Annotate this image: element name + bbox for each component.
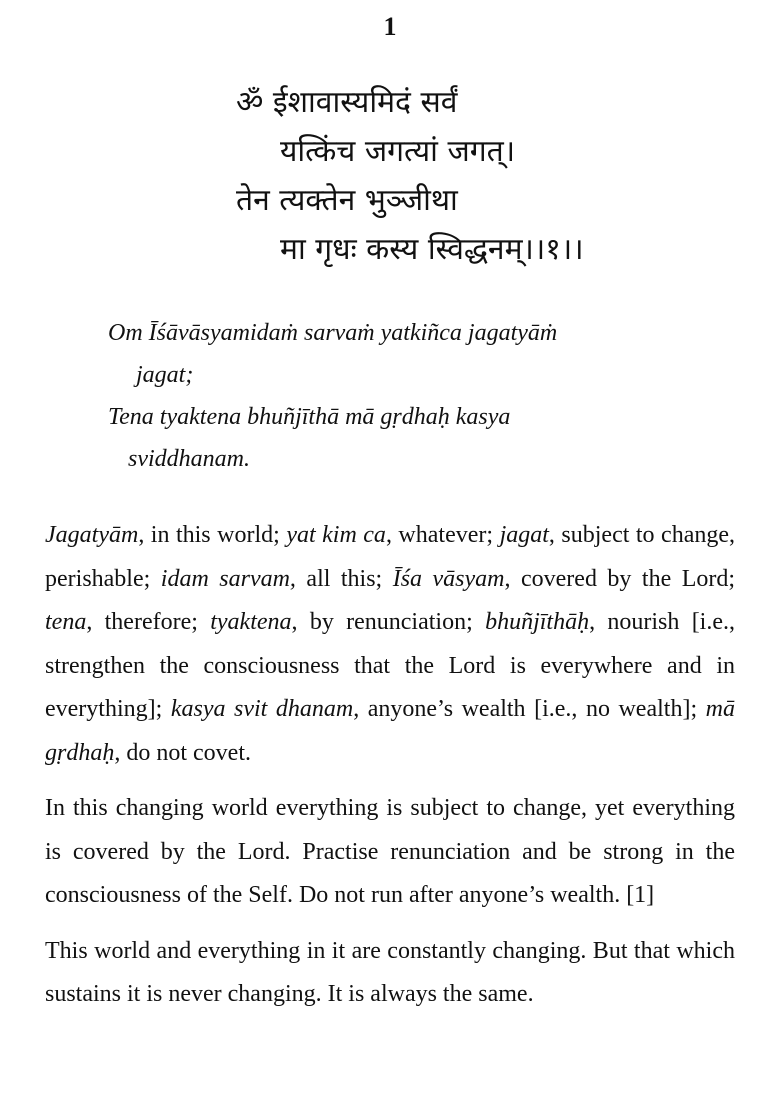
text-segment: , anyone’s wealth [i.e., no wealth]; bbox=[353, 696, 706, 722]
text-segment: , subject to change, perishable; bbox=[45, 522, 736, 592]
translit-line: sviddhanam. bbox=[128, 446, 250, 472]
text-segment: , therefore; bbox=[86, 609, 211, 635]
sanskrit-term: mā gṛdhaḥ bbox=[45, 696, 735, 766]
sanskrit-term: yat kim ca bbox=[286, 522, 386, 548]
verse-line: तेन त्यक्तेन भुञ्जीथा bbox=[236, 183, 458, 218]
text-segment: This world and everything in it are constantly changing. But that which sustains it is never changing. It is always the same. bbox=[45, 937, 735, 1007]
verse-line: मा गृधः कस्य स्विद्धनम्।।१।। bbox=[280, 232, 584, 267]
sanskrit-term: Īśa vāsyam bbox=[392, 565, 505, 592]
text-segment: , covered by the Lord; bbox=[504, 565, 736, 592]
explanation-paragraph bbox=[45, 930, 735, 1017]
sanskrit-term: tena bbox=[45, 609, 87, 635]
text-segment: , by renunciation; bbox=[291, 609, 486, 635]
sanskrit-term: jagat bbox=[499, 522, 549, 548]
text-segment: , whatever; bbox=[385, 522, 500, 548]
sanskrit-verse bbox=[236, 78, 584, 274]
sanskrit-term: Jagatyām bbox=[45, 522, 139, 548]
text-segment: , nourish [i.e., strengthen the consciousness that the Lord is everywhere and in everything]; bbox=[45, 609, 736, 722]
text-segment: , in this world; bbox=[138, 522, 287, 548]
commentary-body bbox=[45, 514, 735, 1029]
translit-line: Om Īśāvāsyamidaṁ sarvaṁ yatkiñca jagatyāṁ bbox=[108, 320, 558, 346]
word-meanings-paragraph bbox=[45, 514, 735, 775]
sanskrit-term: tyaktena bbox=[210, 609, 292, 635]
page-number: 1 bbox=[383, 12, 397, 41]
text-segment: all this; bbox=[295, 565, 393, 592]
translit-line: jagat; bbox=[136, 362, 194, 388]
translation-paragraph bbox=[45, 787, 735, 918]
transliteration bbox=[108, 312, 688, 480]
sanskrit-term: bhuñjīthāḥ bbox=[485, 609, 590, 635]
verse-line: ॐ ईशावास्यमिदं सर्वं bbox=[236, 85, 458, 120]
text-segment: In this changing world everything is subject to change, yet everything is covered by the Lord. Practise renunciation and be strong in the consciousness of the Self. Do not run after anyone’s wealth. [1] bbox=[45, 795, 735, 908]
sanskrit-term: idam sarvam, bbox=[160, 565, 296, 592]
text-segment: , do not covet. bbox=[114, 739, 251, 766]
translit-line: Tena tyaktena bhuñjīthā mā gṛdhaḥ kasya bbox=[108, 404, 511, 430]
verse-line: यत्किंच जगत्यां जगत्। bbox=[280, 134, 516, 169]
sanskrit-term: kasya svit dhanam bbox=[170, 696, 354, 722]
